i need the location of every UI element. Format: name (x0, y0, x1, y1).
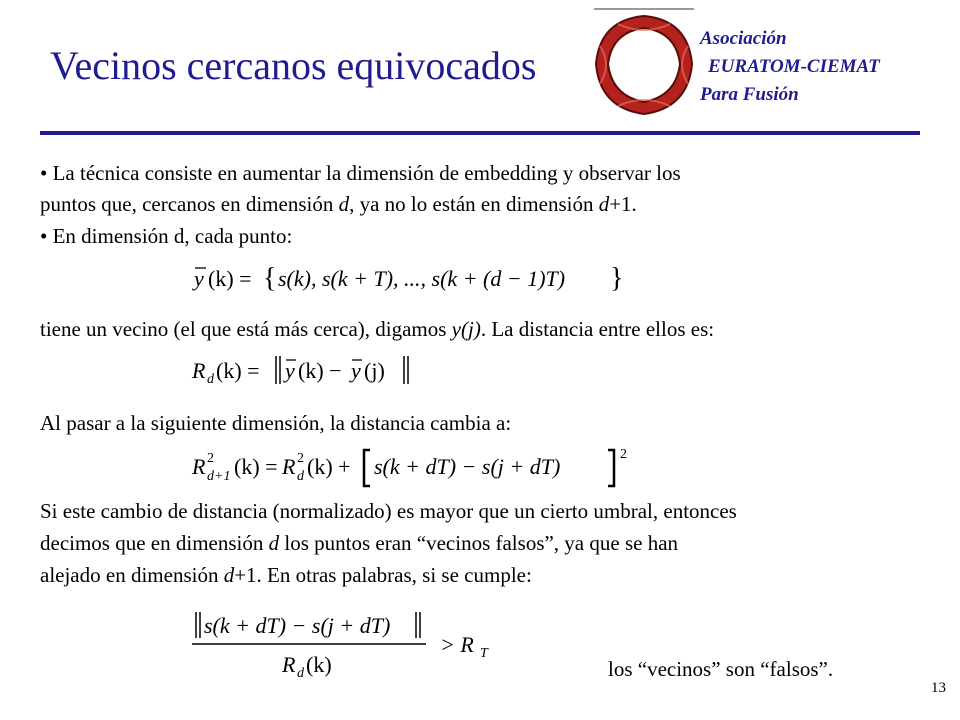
org-line-2: EURATOM-CIEMAT (708, 56, 880, 77)
conclusion-text: los “vecinos” son “falsos”. (608, 657, 834, 681)
eq-subscript: d+1 (207, 469, 231, 484)
neighbor-sentence (40, 314, 714, 345)
bullet-1-line-2 (40, 189, 637, 220)
text-run: , ya no lo están en dimensión (349, 192, 599, 216)
eq-text: (k) = (216, 358, 260, 383)
eq-symbol: R (192, 454, 206, 479)
eq-text: (k) (306, 652, 332, 677)
text-run: alejado en dimensión (40, 563, 224, 587)
organization-name (700, 25, 880, 109)
text-run: los puntos eran “vecinos falsos”, ya que se han (279, 531, 679, 555)
eq-subscript: d (207, 372, 214, 387)
eq-text: s(k), s(k + T), ..., s(k + (d − 1)T) (278, 266, 566, 291)
title-divider (40, 131, 920, 135)
slide-title: Vecinos cercanos equivocados (50, 43, 537, 88)
italic-var: d (338, 192, 350, 216)
eq-text: (j) (364, 358, 385, 383)
eq-text: (k) − (298, 358, 342, 383)
equation-embedding-vector (190, 256, 630, 298)
threshold-line-3 (40, 560, 532, 591)
logo-ring (596, 16, 692, 114)
bullet-marker: • (40, 224, 48, 248)
eq-text: (k) = (234, 454, 278, 479)
bracket-close (608, 450, 614, 486)
eq-text: (k) = (208, 266, 252, 291)
text-run: +1. (609, 192, 637, 216)
eq-superscript: 2 (207, 451, 214, 466)
bullet-marker: • (40, 161, 48, 185)
eq-numerator: s(k + dT) − s(j + dT) (204, 613, 391, 638)
eq-symbol: y (351, 358, 361, 383)
eq-symbol: y (285, 358, 295, 383)
eq-superscript: 2 (297, 451, 304, 466)
eq-subscript: d (297, 666, 304, 681)
eq-symbol: R (282, 454, 296, 479)
italic-var: d (598, 192, 610, 216)
bullet-1-line-1 (40, 158, 681, 189)
eq-symbol: y (194, 266, 204, 291)
bullet-text: La técnica consiste en aumentar la dimensión de embedding y observar los (52, 161, 681, 185)
eq-superscript: 2 (620, 447, 627, 462)
page-number: 13 (931, 680, 946, 696)
next-dimension-sentence: Al pasar a la siguiente dimensión, la distancia cambia a: (40, 411, 512, 435)
bracket-open (364, 450, 370, 486)
eq-brace: } (610, 263, 624, 294)
org-line-3: Para Fusión (700, 84, 799, 105)
eq-symbol: R (282, 652, 296, 677)
threshold-line-2 (40, 528, 678, 559)
logo-top-line (594, 8, 694, 10)
euratom-ciemat-logo (588, 6, 700, 122)
eq-subscript: T (480, 646, 488, 661)
italic-var: y(j) (451, 317, 481, 341)
equation-false-neighbor-criterion (190, 604, 510, 684)
eq-text: s(k + dT) − s(j + dT) (374, 454, 561, 479)
bullet-text: En dimensión d, cada punto: (52, 224, 293, 248)
text-run: puntos que, cercanos en dimensión (40, 192, 339, 216)
text-run: . La distancia entre ellos es: (480, 317, 715, 341)
eq-brace: { (263, 263, 277, 294)
equation-distance (190, 350, 430, 390)
eq-subscript: d (297, 469, 304, 484)
text-run: +1. En otras palabras, si se cumple: (234, 563, 532, 587)
eq-comparison: > R (440, 632, 474, 657)
italic-var: d (268, 531, 280, 555)
equation-next-distance (190, 442, 650, 490)
org-line-1: Asociación (700, 28, 787, 49)
threshold-line-1: Si este cambio de distancia (normalizado) es mayor que un cierto umbral, entonces (40, 499, 737, 523)
text-run: decimos que en dimensión (40, 531, 269, 555)
eq-text: (k) + (307, 454, 351, 479)
bullet-2 (40, 221, 292, 252)
text-run: tiene un vecino (el que está más cerca), digamos (40, 317, 452, 341)
eq-symbol: R (192, 358, 206, 383)
italic-var: d (223, 563, 235, 587)
